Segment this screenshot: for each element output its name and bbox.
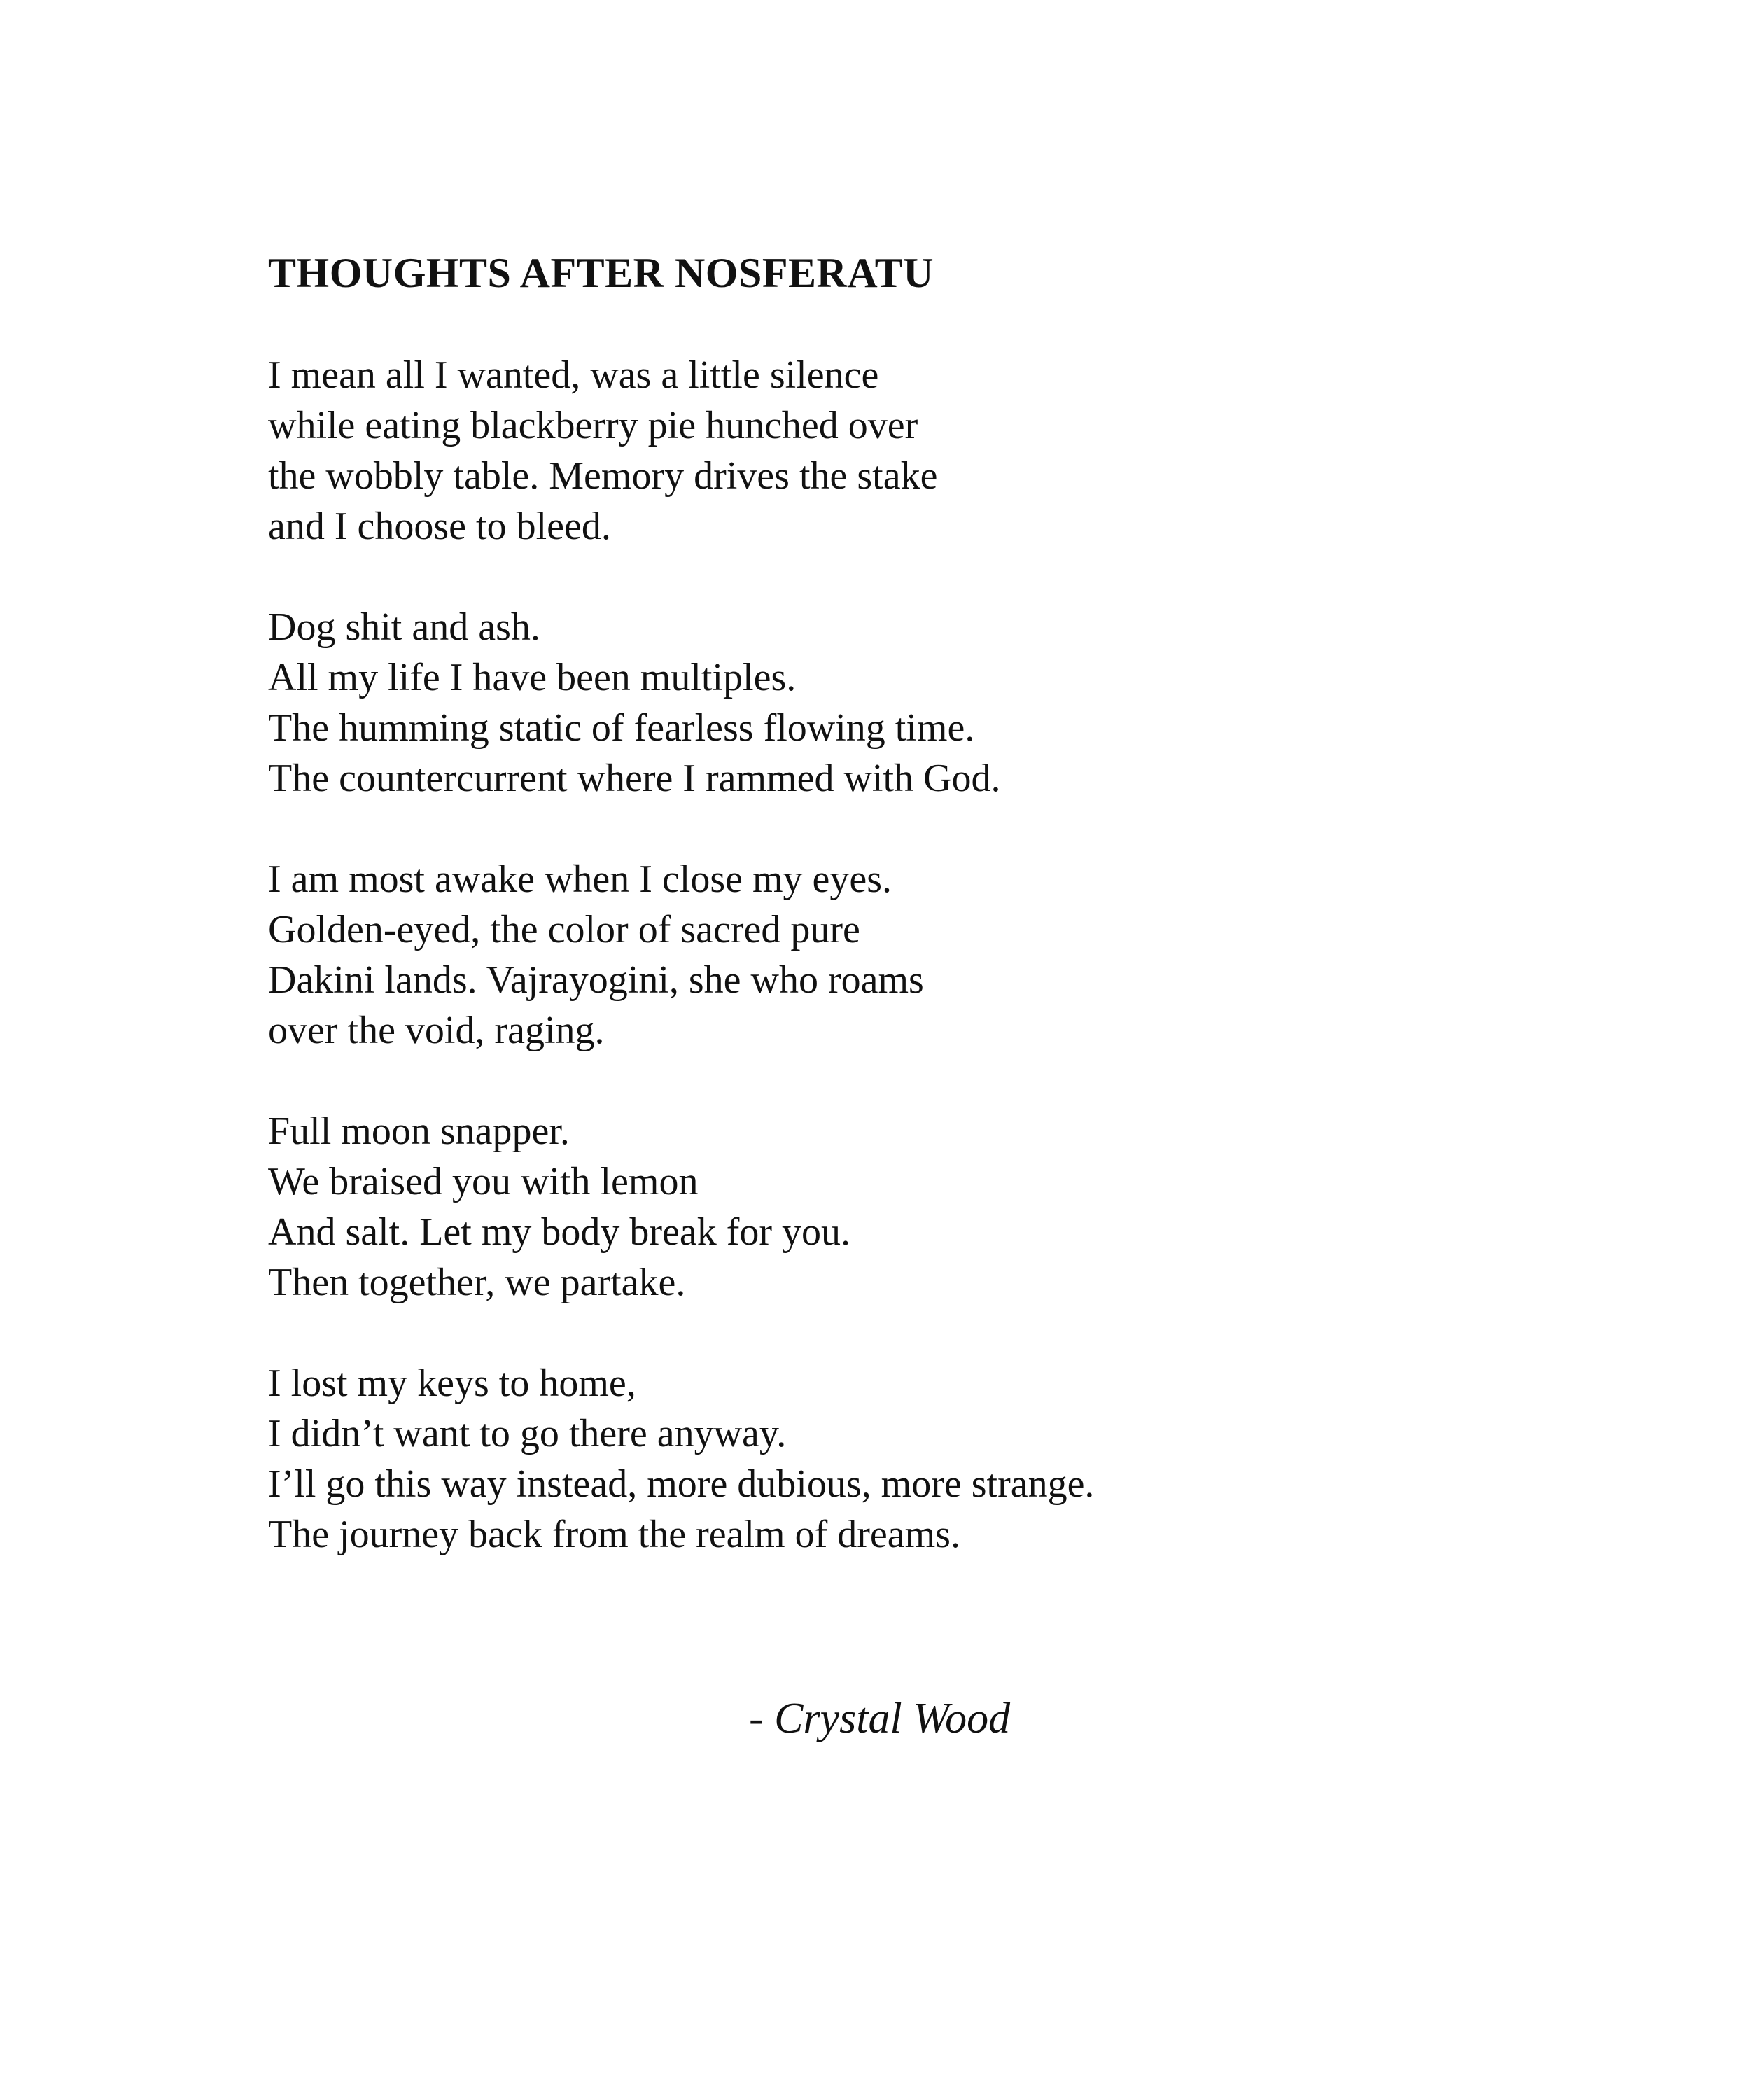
poem-line: while eating blackberry pie hunched over: [268, 404, 918, 447]
stanza-5: [268, 1358, 1598, 1560]
stanza-4: [268, 1106, 1598, 1308]
poem-line: Then together, we partake.: [268, 1261, 686, 1304]
poem-title: THOUGHTS AFTER NOSFERATU: [268, 250, 934, 296]
poem-line: and I choose to bleed.: [268, 505, 611, 548]
poem-line: And salt. Let my body break for you.: [268, 1210, 851, 1254]
poem-line: the wobbly table. Memory drives the stake: [268, 454, 938, 498]
poem-line: I am most awake when I close my eyes.: [268, 858, 892, 901]
stanza-1: [268, 350, 1598, 552]
poem-line: We braised you with lemon: [268, 1160, 699, 1203]
poem-line: I mean all I wanted, was a little silence: [268, 354, 879, 397]
poem-body: [268, 350, 1598, 1610]
poem-line: Full moon snapper.: [268, 1110, 570, 1153]
poem-line: All my life I have been multiples.: [268, 656, 797, 699]
poem-line: The countercurrent where I rammed with God.: [268, 757, 1001, 800]
stanza-3: [268, 854, 1598, 1056]
poem-line: I lost my keys to home,: [268, 1362, 636, 1405]
poem-line: The journey back from the realm of dreams.: [268, 1513, 960, 1556]
poem-line: The humming static of fearless flowing time.: [268, 706, 975, 750]
author-signature: - Crystal Wood: [749, 1695, 1011, 1742]
poem-line: Dog shit and ash.: [268, 606, 540, 649]
stanza-2: [268, 602, 1598, 804]
poem-line: I’ll go this way instead, more dubious, more strange.: [268, 1462, 1095, 1506]
poem-line: Golden-eyed, the color of sacred pure: [268, 908, 860, 951]
poem-line: I didn’t want to go there anyway.: [268, 1412, 787, 1455]
poem-line: Dakini lands. Vajrayogini, she who roams: [268, 958, 924, 1002]
poem-line: over the void, raging.: [268, 1009, 605, 1052]
